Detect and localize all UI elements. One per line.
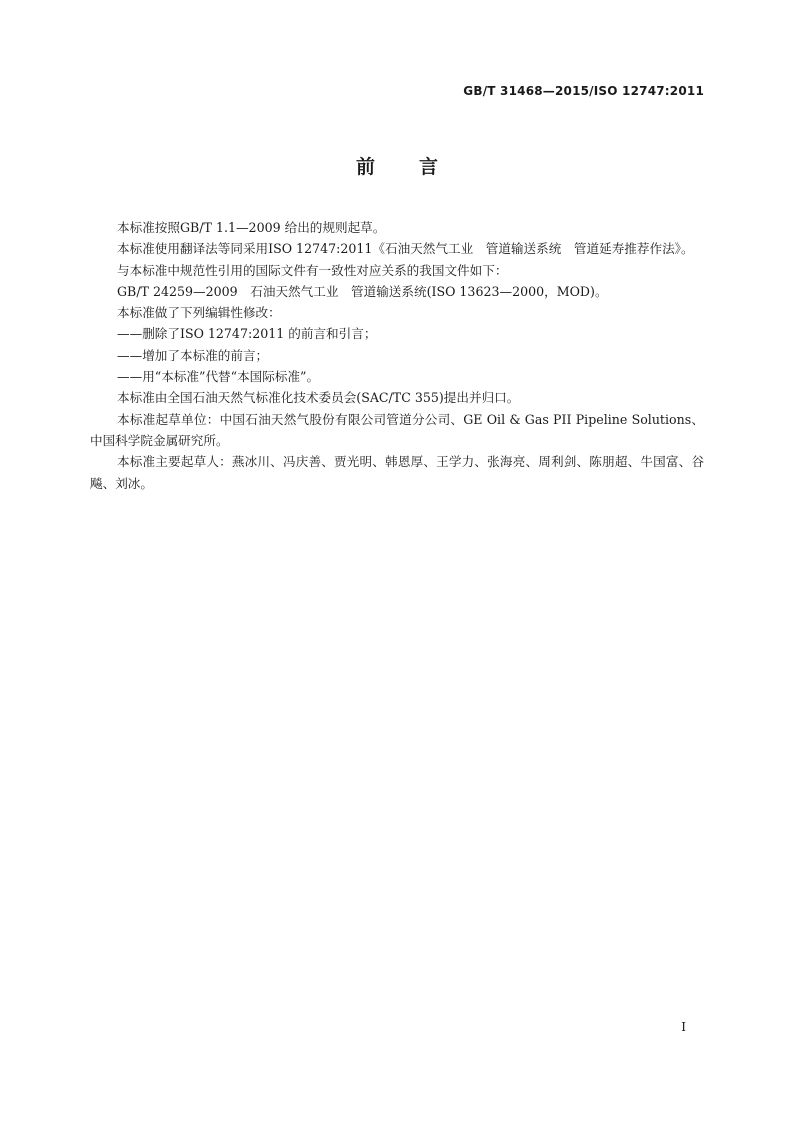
paragraph-normative-reference-intro: 与本标准中规范性引用的国际文件有一致性对应关系的我国文件如下： (117, 262, 508, 278)
paragraph-proposer: 本标准由全国石油天然气标准化技术委员会(SAC/TC 355)提出并归口。 (117, 390, 520, 406)
foreword-body (90, 217, 704, 494)
paragraph-editorial-changes-intro: 本标准做了下列编辑性修改： (117, 305, 281, 321)
page-number: I (681, 1020, 686, 1034)
paragraph-editorial-change-2: ——增加了本标准的前言； (117, 347, 269, 363)
paragraph-editorial-change-3: ——用“本标准”代替“本国际标准”。 (117, 369, 320, 385)
paragraph-normative-reference-item: GB/T 24259—2009 石油天然气工业 管道输送系统(ISO 13623—2000，MOD)。 (117, 283, 608, 299)
page-title: 前言 (355, 156, 482, 178)
paragraph-editorial-change-1: ——删除了ISO 12747:2011 的前言和引言； (117, 326, 377, 342)
paragraph-drafters: 本标准主要起草人：燕冰川、冯庆善、贾光明、韩恩厚、王学力、张海亮、周利剑、陈朋超、牛国富、谷飚、刘冰。 (90, 454, 704, 491)
paragraph-drafting-rules: 本标准按照GB/T 1.1—2009 给出的规则起草。 (117, 220, 386, 235)
paragraph-drafting-units: 本标准起草单位：中国石油天然气股份有限公司管道分公司、GE Oil & Gas PII Pipeline Solutions、中国科学院金属研究所。 (90, 411, 704, 448)
standard-code: GB/T 31468—2015/ISO 12747:2011 (463, 84, 704, 98)
paragraph-adoption: 本标准使用翻译法等同采用ISO 12747:2011《石油天然气工业 管道输送系统 管道延寿推荐作法》。 (117, 241, 694, 257)
